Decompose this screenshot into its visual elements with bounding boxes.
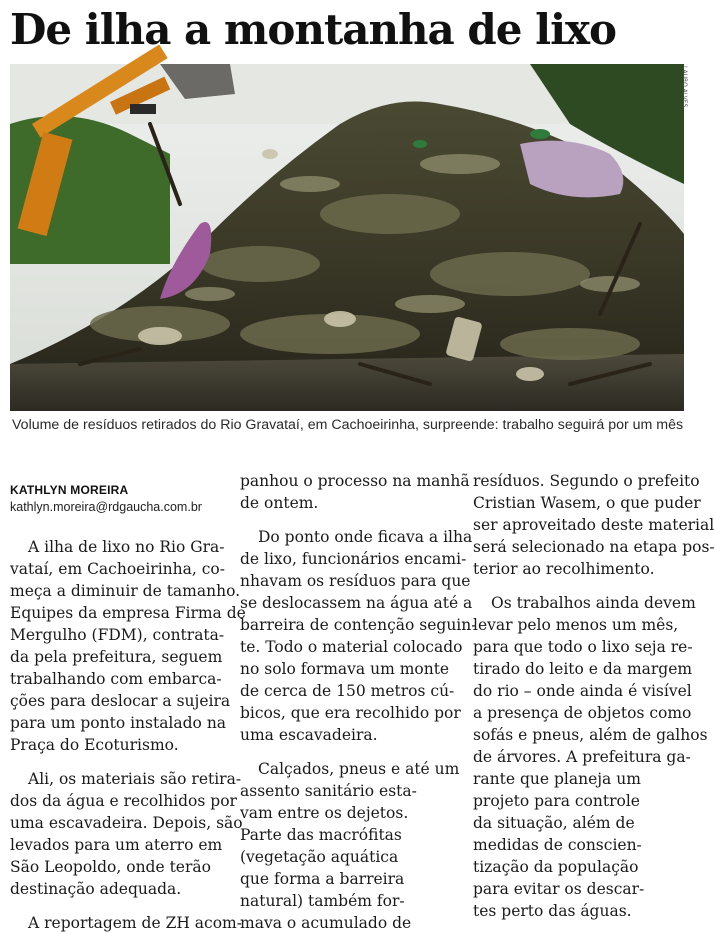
body-text-line: no solo formava um monte — [240, 660, 450, 678]
article-photo — [10, 64, 684, 411]
body-text-line: levar pelo menos um mês, — [473, 616, 679, 634]
body-text-line: te. Todo o material colocado — [240, 638, 463, 656]
body-text-line: para evitar os descar- — [473, 880, 645, 898]
body-text-line: bicos, que era recolhido por — [240, 704, 461, 722]
body-text-line: assento sanitário esta- — [240, 782, 417, 800]
body-text-line: A reportagem de ZH acom- — [28, 914, 242, 932]
paragraph-gap — [10, 756, 222, 768]
body-text-line: Parte das macrófitas — [240, 826, 402, 844]
body-text-line: projeto para controle — [473, 792, 640, 810]
body-text-line: Os trabalhos ainda devem — [491, 594, 696, 612]
body-text-line: se deslocassem na água até a — [240, 594, 473, 612]
paragraph-gap — [10, 900, 222, 912]
body-text-line: resíduos. Segundo o prefeito — [473, 472, 700, 490]
body-text-line: trabalhando com embarca- — [10, 670, 222, 688]
body-text-line: medidas de conscien- — [473, 836, 642, 854]
body-text-line: uma escavadeira. Depois, são — [10, 814, 243, 832]
body-text-line: A ilha de lixo no Rio Gra- — [28, 538, 225, 556]
body-text-line: meça a diminuir de tamanho. — [10, 582, 241, 600]
body-text-line: São Leopoldo, onde terão — [10, 858, 211, 876]
body-text-line: destinação adequada. — [10, 880, 182, 898]
body-text-line: a presença de objetos como — [473, 704, 692, 722]
body-text-line: ser aproveitado deste material — [473, 516, 715, 534]
body-text-line: de ontem. — [240, 494, 319, 512]
body-text-line: terior ao recolhimento. — [473, 560, 655, 578]
body-text-line: da pela prefeitura, seguem — [10, 648, 223, 666]
body-text-line: barreira de contenção seguin- — [240, 616, 477, 634]
body-column-1 — [10, 536, 246, 934]
body-text-line: Praça do Ecoturismo. — [10, 736, 179, 754]
body-text-line: ções para deslocar a sujeira — [10, 692, 231, 710]
body-text-line: de árvores. A prefeitura ga- — [473, 748, 691, 766]
body-text-line: de cerca de 150 metros cú- — [240, 682, 455, 700]
body-text-line: rante que planeja um — [473, 770, 641, 788]
body-text-line: uma escavadeira. — [240, 726, 378, 744]
body-text-line: tes perto das águas. — [473, 902, 632, 920]
paragraph-gap — [240, 514, 452, 526]
body-text-line: vataí, em Cachoeirinha, co- — [10, 560, 225, 578]
body-text-line: para que todo o lixo seja re- — [473, 638, 693, 656]
body-text-line: sofás e pneus, além de galhos — [473, 726, 708, 744]
body-text-line: nhavam os resíduos para que — [240, 572, 471, 590]
body-text-line: levados para um aterro em — [10, 836, 223, 854]
body-text-line: tirado do leito e da margem — [473, 660, 693, 678]
body-text-line: que forma a barreira — [240, 870, 405, 888]
body-text-line: do rio – onde ainda é visível — [473, 682, 692, 700]
author-name: KATHLYN MOREIRA — [10, 483, 129, 497]
body-text-line: Calçados, pneus e até um — [258, 760, 460, 778]
body-text-line: (vegetação aquática — [240, 848, 399, 866]
paragraph-gap — [473, 580, 685, 592]
body-text-line: para um ponto instalado na — [10, 714, 227, 732]
body-text-line: será selecionado na etapa pos- — [473, 538, 715, 556]
body-text-line: Equipes da empresa Firma de — [10, 604, 246, 622]
body-text-line: dos da água e recolhidos por — [10, 792, 237, 810]
body-text-line: Mergulho (FDM), contrata- — [10, 626, 225, 644]
body-text-line: Do ponto onde ficava a ilha — [258, 528, 473, 546]
headline: De ilha a montanha de lixo — [10, 5, 617, 54]
body-text-line: natural) também for- — [240, 892, 405, 910]
body-text-line: mava o acumulado de — [240, 914, 412, 932]
body-text-line: Cristian Wasem, o que puder — [473, 494, 701, 512]
photo-caption: Volume de resíduos retirados do Rio Gravataí, em Cachoeirinha, surpreende: trabalho seguirá por um mês — [12, 417, 684, 433]
paragraph-gap — [240, 746, 452, 758]
author-email[interactable]: kathlyn.moreira@rdgaucha.com.br — [10, 500, 202, 514]
body-text-line: Ali, os materiais são retira- — [28, 770, 242, 788]
body-column-3 — [473, 470, 715, 922]
body-text-line: de lixo, funcionários encami- — [240, 550, 467, 568]
body-text-line: vam entre os dejetos. — [240, 804, 409, 822]
photo-credit: LAURO ALVES — [681, 66, 688, 108]
body-text-line: panhou o processo na manhã — [240, 472, 470, 490]
body-text-line: da situação, além de — [473, 814, 635, 832]
body-text-line: tização da população — [473, 858, 639, 876]
body-column-2 — [240, 470, 477, 934]
